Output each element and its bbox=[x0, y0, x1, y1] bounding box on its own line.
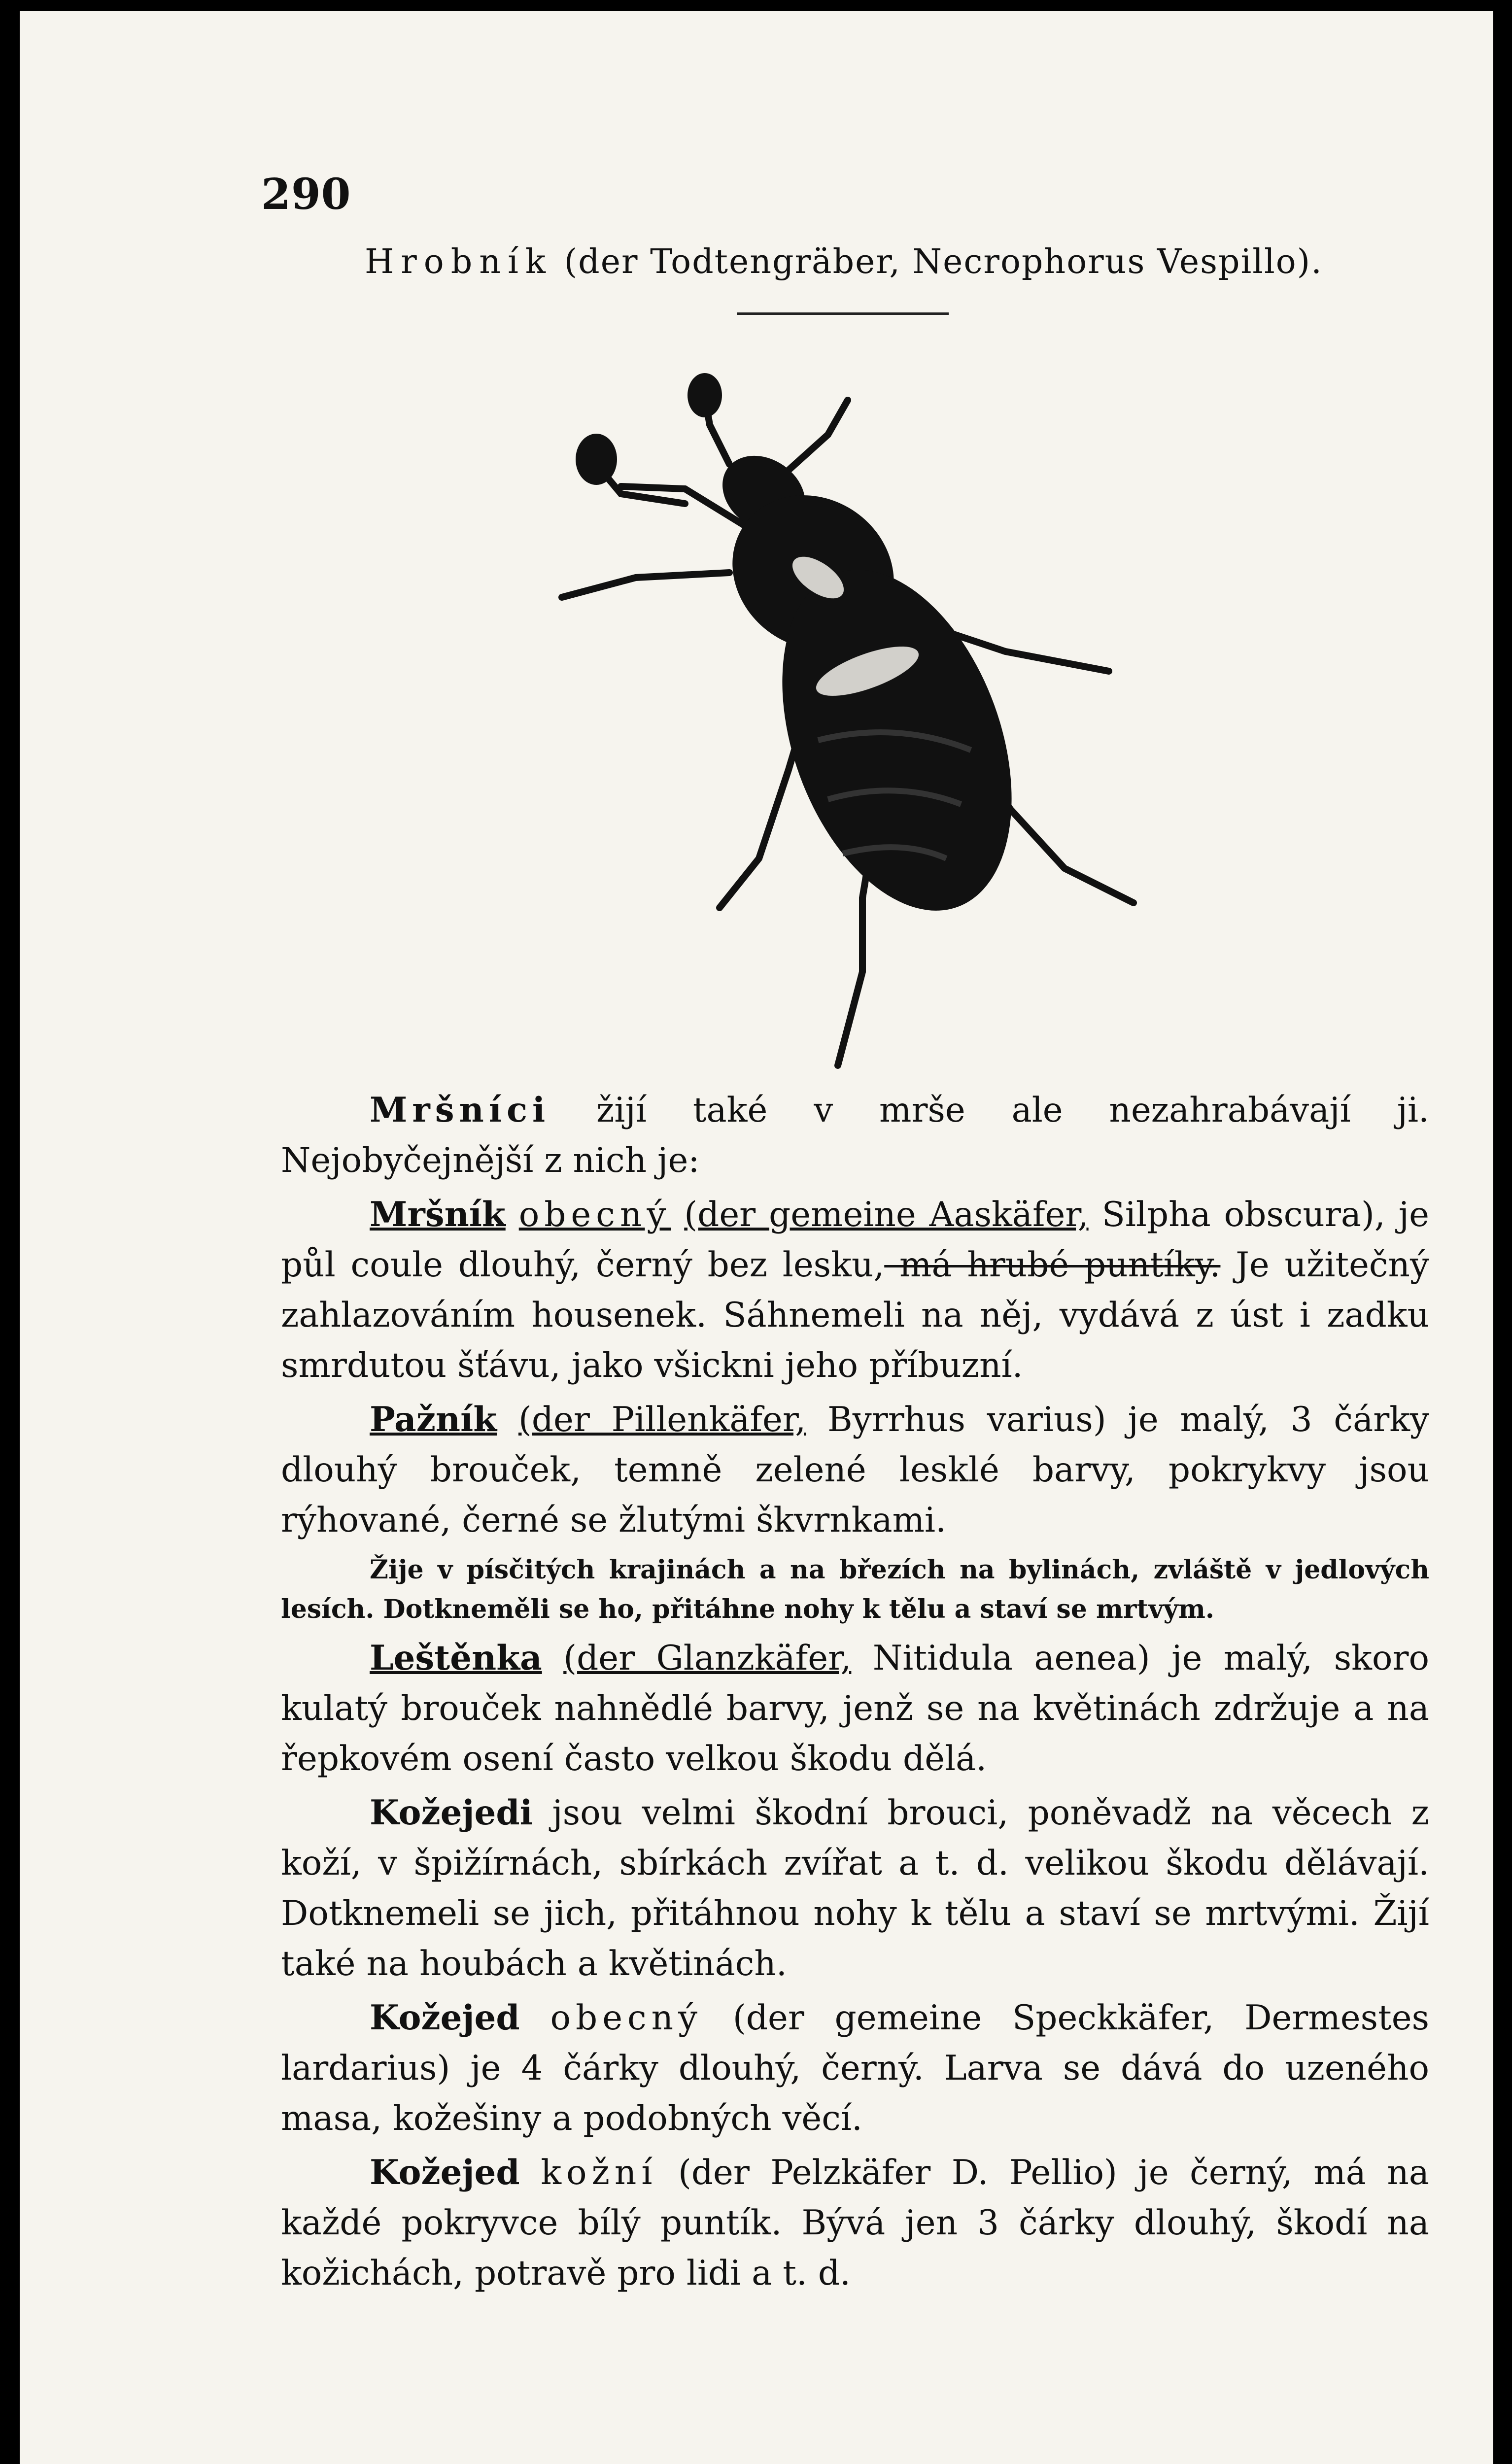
term-qualifier: obecný bbox=[550, 1998, 703, 2038]
german-name: (der Pillenkäfer, bbox=[518, 1400, 806, 1439]
paragraph-text: Byrrhus varius) je malý, 3 čárky dlouhý brouček, temně zelené lesklé barvy, pokrykvy jsou rýhované, černé se žlutými škvrnkami. bbox=[281, 1400, 1429, 1540]
section-heading bbox=[365, 242, 1449, 281]
paragraph-kozejed-obecny bbox=[281, 1993, 1429, 2144]
paragraph-text: jsou velmi škodní brouci, poněvadž na věcech z koží, v špižírnách, sbírkách zvířat a t. d. velikou škodu dělávají. Dotknemeli se jich, přitáhnou nohy k tělu a staví se mrtvými. Žijí také na houbách a květinách. bbox=[281, 1793, 1429, 1984]
paragraph-text: Silpha obscura), je půl coule dlouhý, černý bez lesku, bbox=[281, 1195, 1429, 1285]
heading-name: Hrobník bbox=[365, 242, 553, 281]
term-qualifier: obecný bbox=[518, 1195, 671, 1234]
paragraph-text: žijí také v mrše ale nezahrabávají ji. Nejobyčejnější z nich je: bbox=[281, 1091, 1429, 1180]
page-number: 290 bbox=[261, 170, 351, 219]
term-kozejedi: Kožejedi bbox=[370, 1793, 533, 1833]
german-name: (der gemeine Speckkäfer, bbox=[732, 1998, 1214, 2038]
heading-latin: Necrophorus Vespillo). bbox=[912, 242, 1323, 281]
german-name: (der Glanzkäfer, bbox=[563, 1639, 852, 1678]
paragraph-note: Žije v písčitých krajinách a na březích na bylinách, zvláště v jedlových lesích. Dotkneměli se ho, přitáhne nohy k tělu a staví se mrtvým. bbox=[281, 1555, 1429, 1624]
german-name: (der gemeine Aaskäfer, bbox=[684, 1195, 1089, 1234]
paragraph-kozejed-kozni bbox=[281, 2148, 1429, 2298]
paragraph-mrsnik-obecny bbox=[281, 1190, 1429, 1391]
paragraph-text: Nitidula aenea) je malý, skoro kulatý brouček nahnědlé barvy, jenž se na květinách zdržuje a na řepkovém osení často velkou škodu dělá. bbox=[281, 1639, 1429, 1779]
heading-german: (der Todtengräber, bbox=[564, 242, 901, 281]
paragraph-text: D. Pellio) je černý, má na každé pokryvce bílý puntík. Bývá jen 3 čárky dlouhý, škodí na kožichách, potravě pro lidi a t. d. bbox=[281, 2153, 1430, 2293]
paragraph-lestenka bbox=[281, 1633, 1429, 1784]
term-qualifier: kožní bbox=[541, 2153, 657, 2192]
term-lestenka: Leštěnka bbox=[370, 1638, 542, 1678]
struck-text: má hrubé puntíky. bbox=[884, 1245, 1221, 1285]
paragraph-mrsnici bbox=[281, 1085, 1429, 1186]
paragraph-kozejedi bbox=[281, 1788, 1429, 1989]
beetle-engraving-icon bbox=[473, 366, 1212, 1105]
term-kozejed: Kožejed bbox=[370, 1998, 520, 2038]
paragraph-text: Je užitečný zahlazováním housenek. Sáhnemeli na něj, vydává z úst i zadku smrdutou šťávu, jako všickni jeho příbuzní. bbox=[281, 1245, 1429, 1385]
paragraph-text: Dermestes lardarius) je 4 čárky dlouhý, černý. Larva se dává do uzeného masa, kožešiny a podobných věcí. bbox=[281, 1998, 1430, 2138]
heading-rule bbox=[737, 312, 949, 315]
term-kozejed: Kožejed bbox=[370, 2153, 520, 2192]
term-paznik: Pažník bbox=[370, 1400, 497, 1439]
body-text bbox=[281, 1085, 1429, 2302]
german-name: (der Pelzkäfer bbox=[678, 2153, 931, 2192]
paragraph-paznik bbox=[281, 1395, 1429, 1545]
term-mrsnici: Mršníci bbox=[370, 1090, 550, 1130]
book-page bbox=[20, 11, 1493, 2464]
term-mrsnik: Mršník bbox=[370, 1195, 506, 1234]
